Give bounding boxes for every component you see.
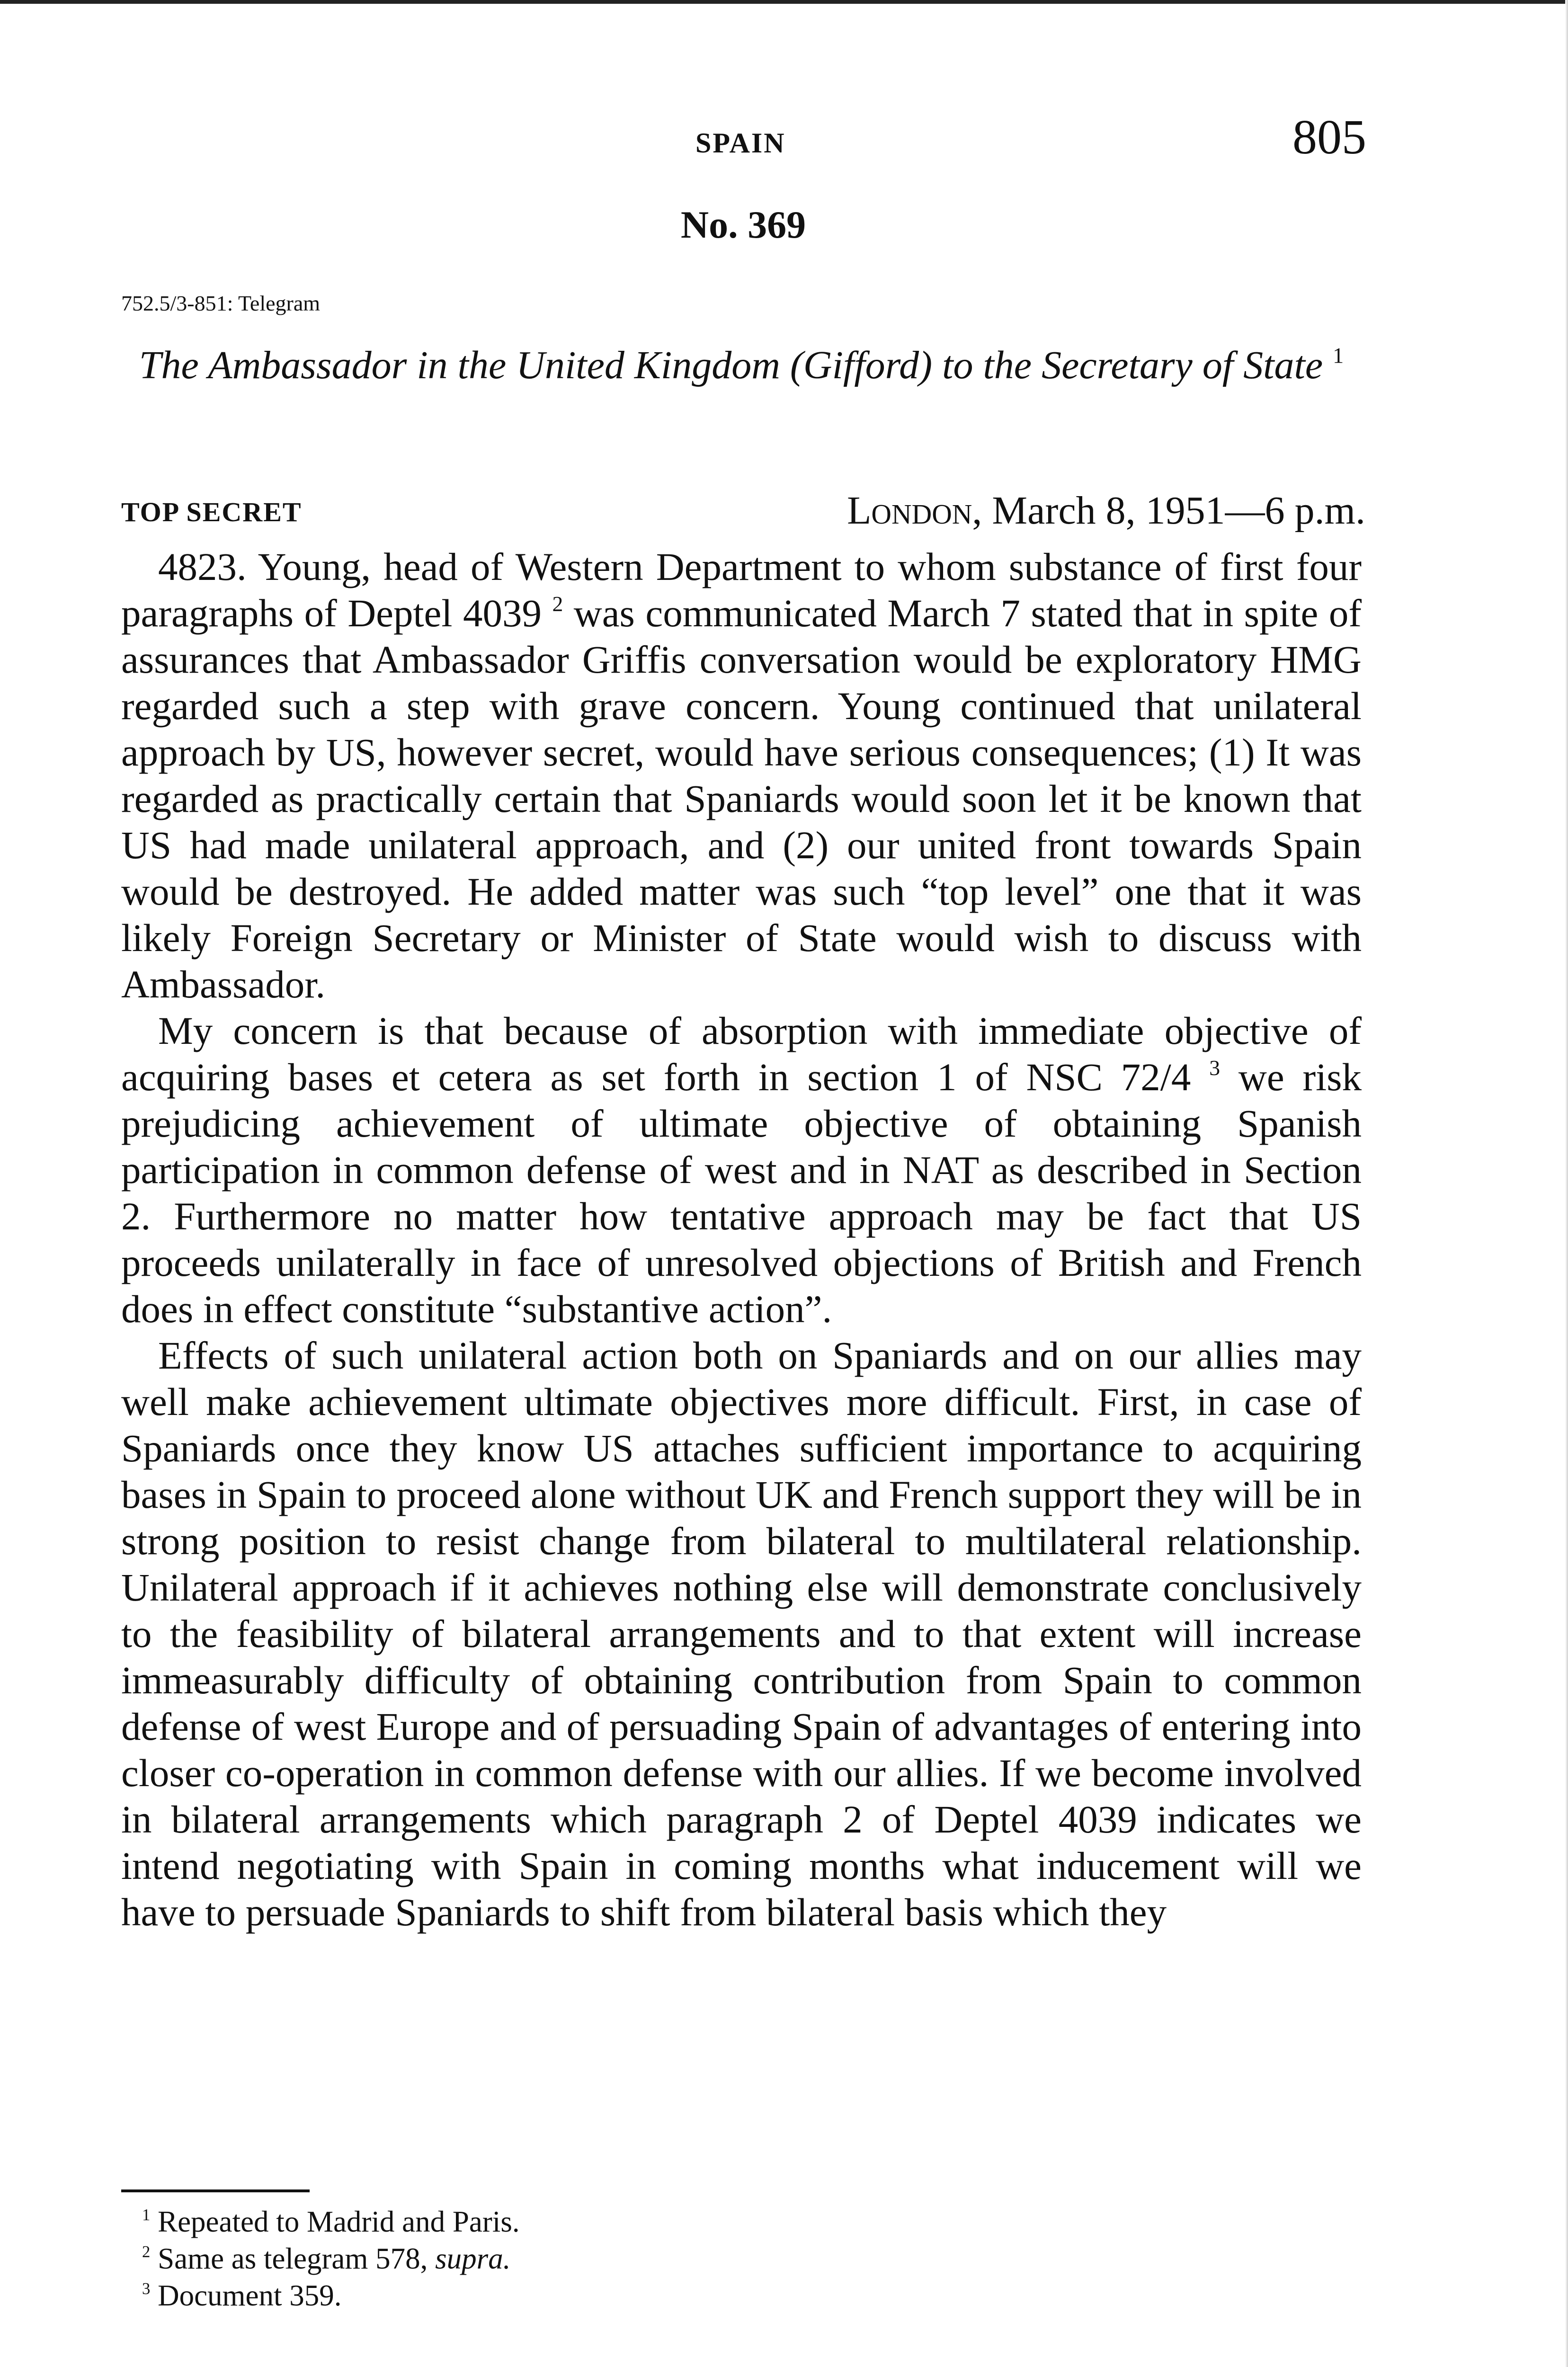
document-title [121, 342, 1362, 388]
running-head: SPAIN [695, 127, 786, 159]
page-top-edge [0, 0, 1568, 4]
page-right-edge [1565, 0, 1568, 2367]
paragraph-2-text-a: My concern is that because of absorption with immediate objective of acquiring bases et cetera as set forth in section 1 of NSC 72/4 [121, 1009, 1362, 1099]
footnote-2-mark: 2 [142, 2242, 151, 2261]
footnote-ref-2: 2 [552, 592, 563, 616]
footnote-1-text: Repeated to Madrid and Paris. [158, 2205, 520, 2238]
classification: TOP SECRET [121, 497, 302, 527]
footnote-2-text: Same as telegram 578, [158, 2242, 428, 2275]
dateline [847, 488, 1365, 534]
paragraph-2 [121, 1007, 1362, 1332]
document-title-text: The Ambassador in the United Kingdom (Gifford) to the Secretary of State [139, 343, 1323, 387]
footnote-ref-1: 1 [1333, 343, 1344, 368]
paragraph-2-text-b: we risk prejudicing achievement of ultimate objective of obtaining Spanish participation in common defense of west and in NAT as described in Section 2. Furthermore no matter how tentative approach may be fact that US proceeds unilaterally in face of unresolved objections of British and French does in effect constitute “substantive action”. [121, 1055, 1362, 1331]
page-number: 805 [1292, 110, 1366, 164]
footnote-ref-3: 3 [1209, 1056, 1221, 1080]
dateline-date: March 8, 1951—6 p.m. [992, 489, 1365, 533]
footnote-2 [142, 2240, 520, 2277]
paragraph-1 [121, 543, 1362, 1007]
footnote-2-italic: supra. [435, 2242, 511, 2275]
footnote-rule [121, 2189, 310, 2192]
footnote-3-text: Document 359. [158, 2279, 342, 2312]
footnote-1 [142, 2203, 520, 2240]
footnote-1-mark: 1 [142, 2206, 151, 2224]
footnote-3-mark: 3 [142, 2279, 151, 2298]
footnotes [142, 2203, 520, 2314]
document-number: No. 369 [680, 203, 806, 246]
telegram-body [121, 543, 1362, 1935]
paragraph-1-text-a: 4823. Young, head of Western Department to whom substance of first four paragraphs of Deptel 4039 [121, 545, 1362, 635]
file-reference: 752.5/3-851: Telegram [121, 291, 321, 315]
dateline-place: London, [847, 489, 982, 533]
paragraph-1-text-b: was communicated March 7 stated that in spite of assurances that Ambassador Griffis conversation would be exploratory HMG regarded such a step with grave concern. Young continued that unilateral approach by US, however secret, would have serious consequences; (1) It was regarded as practically certain that Spaniards would soon let it be known that US had made unilateral approach, and (2) our united front towards Spain would be destroyed. He added matter was such “top level” one that it was likely Foreign Secretary or Minister of State would wish to discuss with Ambassador. [121, 591, 1362, 1006]
footnote-3 [142, 2277, 520, 2314]
paragraph-3: Effects of such unilateral action both on Spaniards and on our allies may well make achievement ultimate objectives more difficult. First, in case of Spaniards once they know US attaches sufficient importance to acquiring bases in Spain to proceed alone without UK and French support they will be in strong position to resist change from bilateral to multilateral relationship. Unilateral approach if it achieves nothing else will demonstrate conclusively to the feasibility of bilateral arrangements and to that extent will increase immeasurably difficulty of obtaining contribution from Spain to common defense of west Europe and of persuading Spain of advantages of entering into closer co-operation in common defense with our allies. If we become involved in bilateral arrangements which paragraph 2 of Deptel 4039 indicates we intend negotiating with Spain in coming months what inducement will we have to persuade Spaniards to shift from bilateral basis which they [121, 1334, 1362, 1934]
